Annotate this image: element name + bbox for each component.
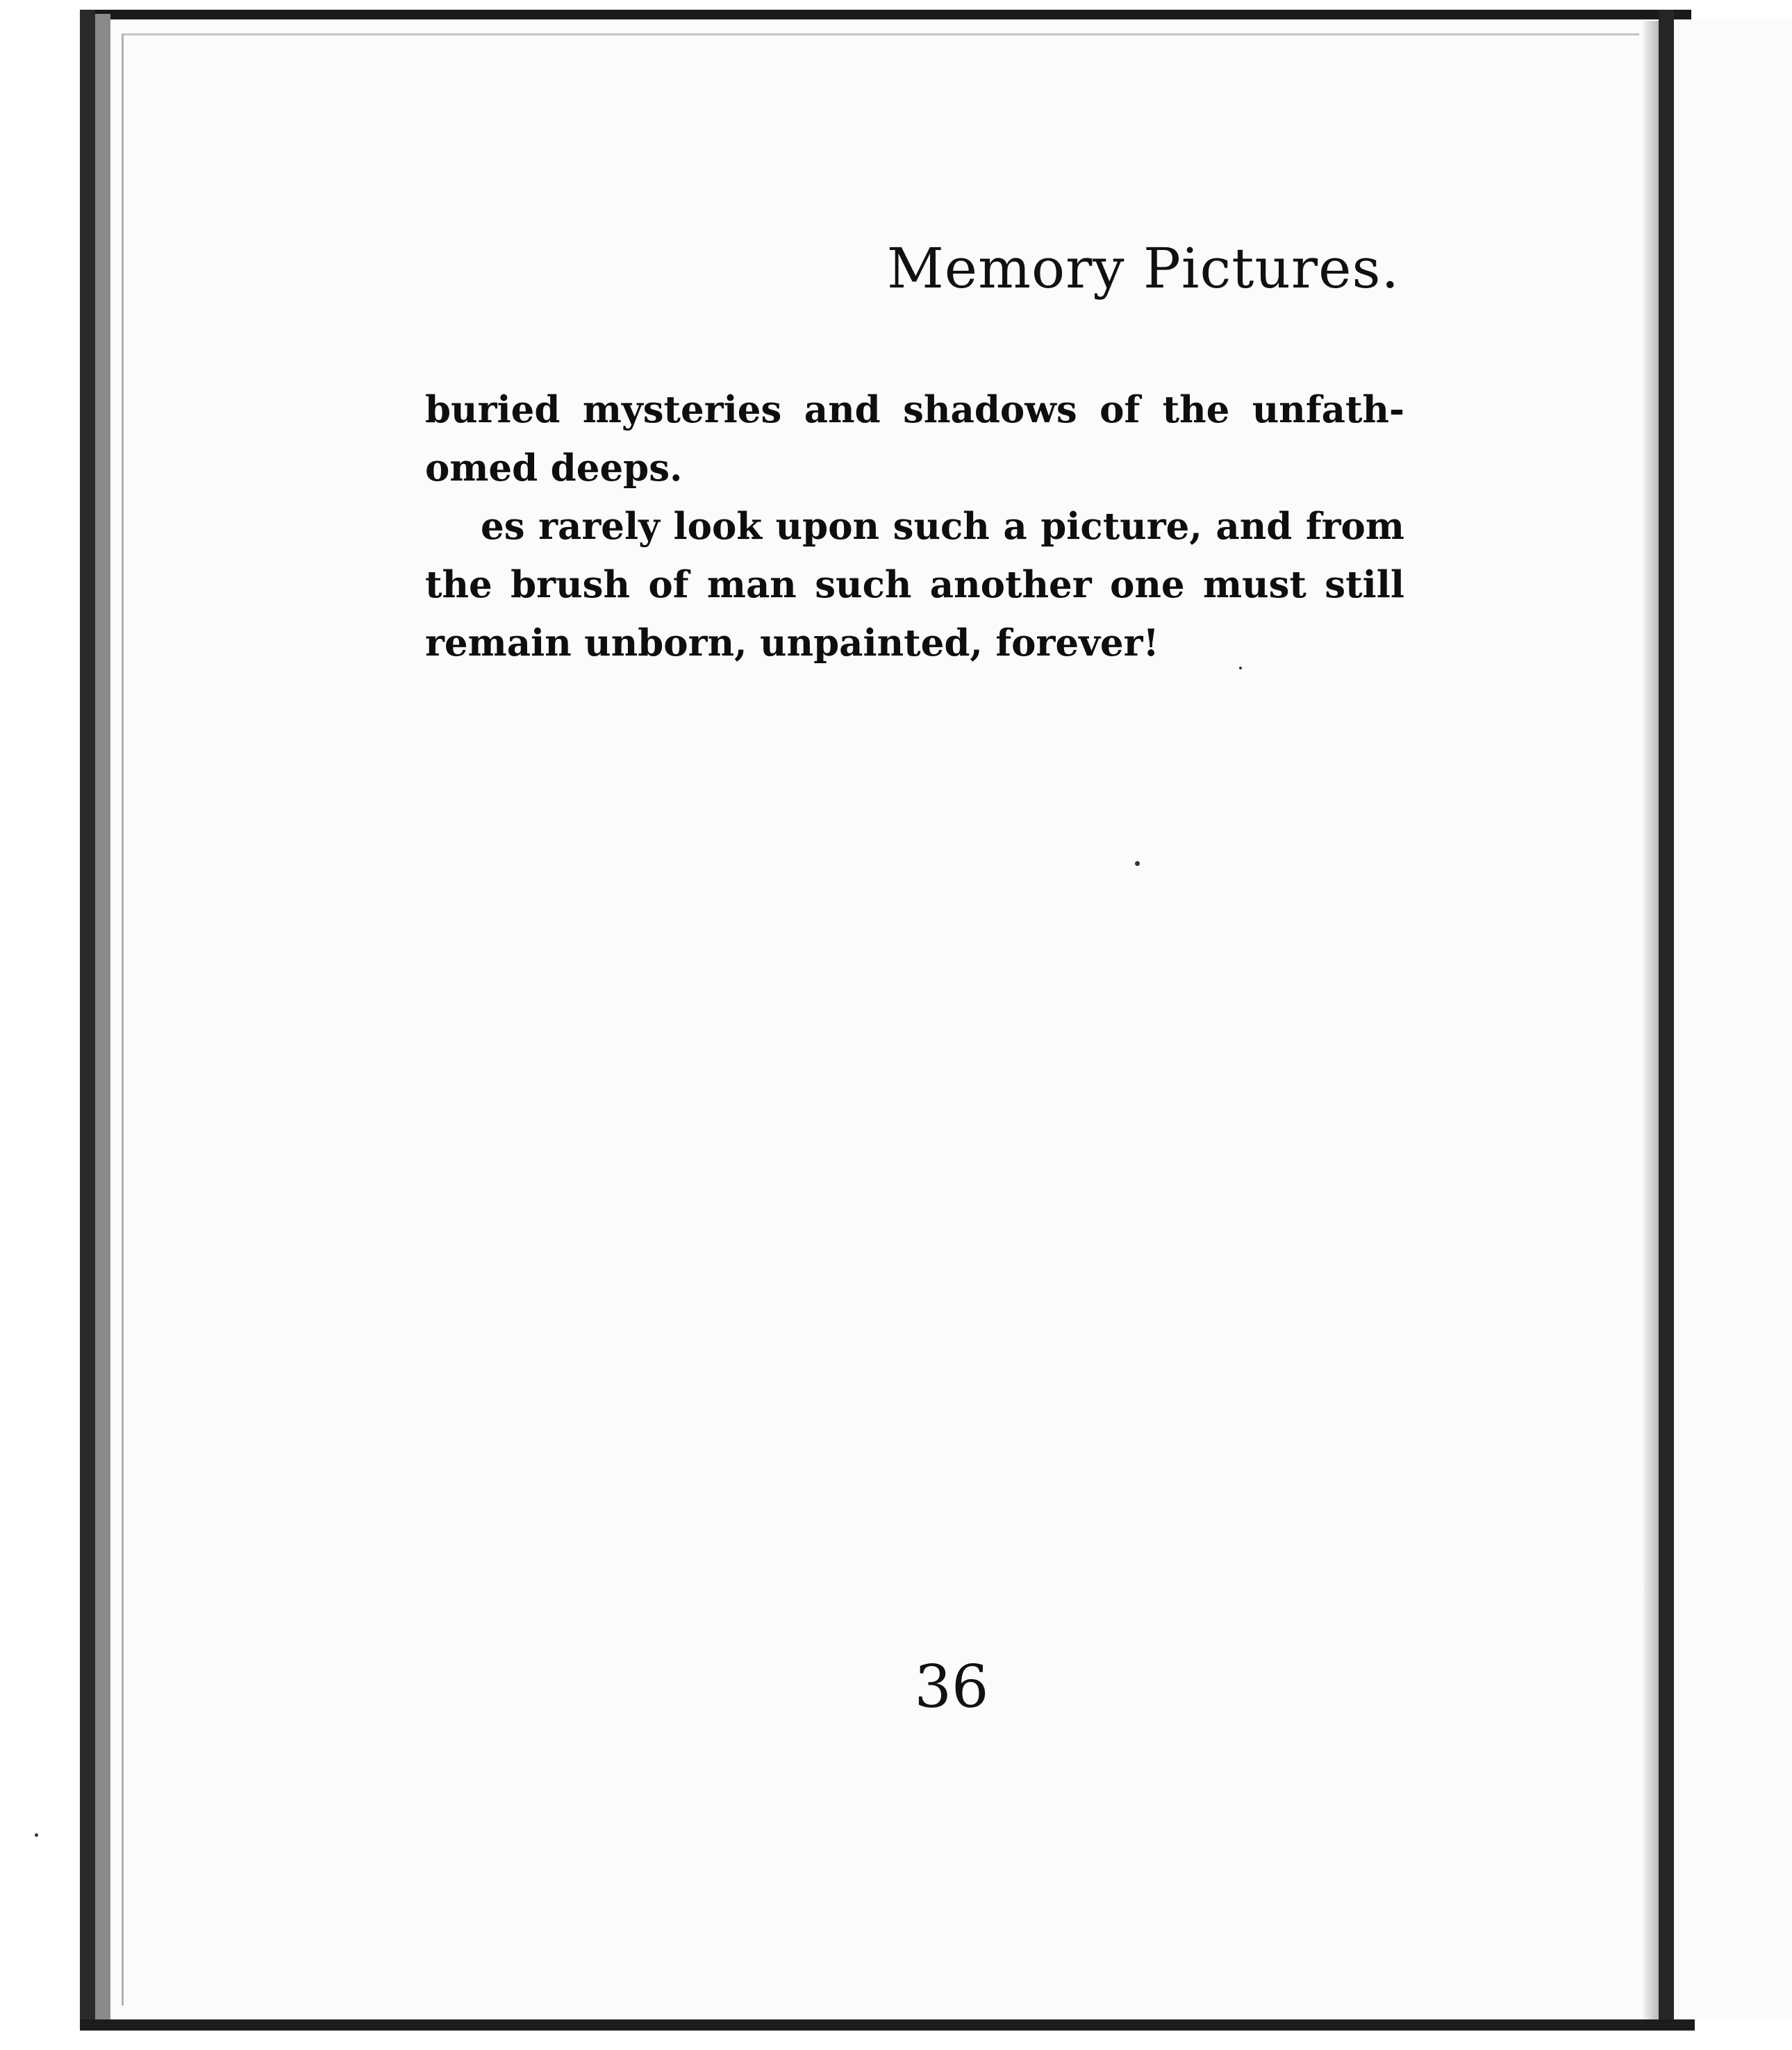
running-head: Memory Pictures.: [886, 236, 1400, 301]
frame-left-edge: [80, 10, 95, 2025]
gutter-shadow: [1643, 21, 1659, 2021]
cover-edge: [95, 14, 110, 2021]
book-spine: [1659, 10, 1674, 2031]
page-number: 36: [914, 1653, 989, 1721]
frame-top-edge: [80, 10, 1691, 19]
paragraph: es rarely look upon such a picture, and from the brush of man such another one must still remain unborn, unpainted, forever!: [425, 505, 1404, 665]
dust-speck: [35, 1833, 38, 1837]
body-text: [425, 381, 1404, 672]
paragraph: buried mysteries and shadows of the unfath- omed deeps.: [425, 388, 1404, 490]
facing-page-edge: [1674, 19, 1792, 2019]
dust-speck: [1135, 861, 1140, 866]
page-border: [122, 33, 1639, 2006]
dust-speck: [1239, 667, 1242, 669]
frame-bottom-edge: [80, 2019, 1695, 2031]
